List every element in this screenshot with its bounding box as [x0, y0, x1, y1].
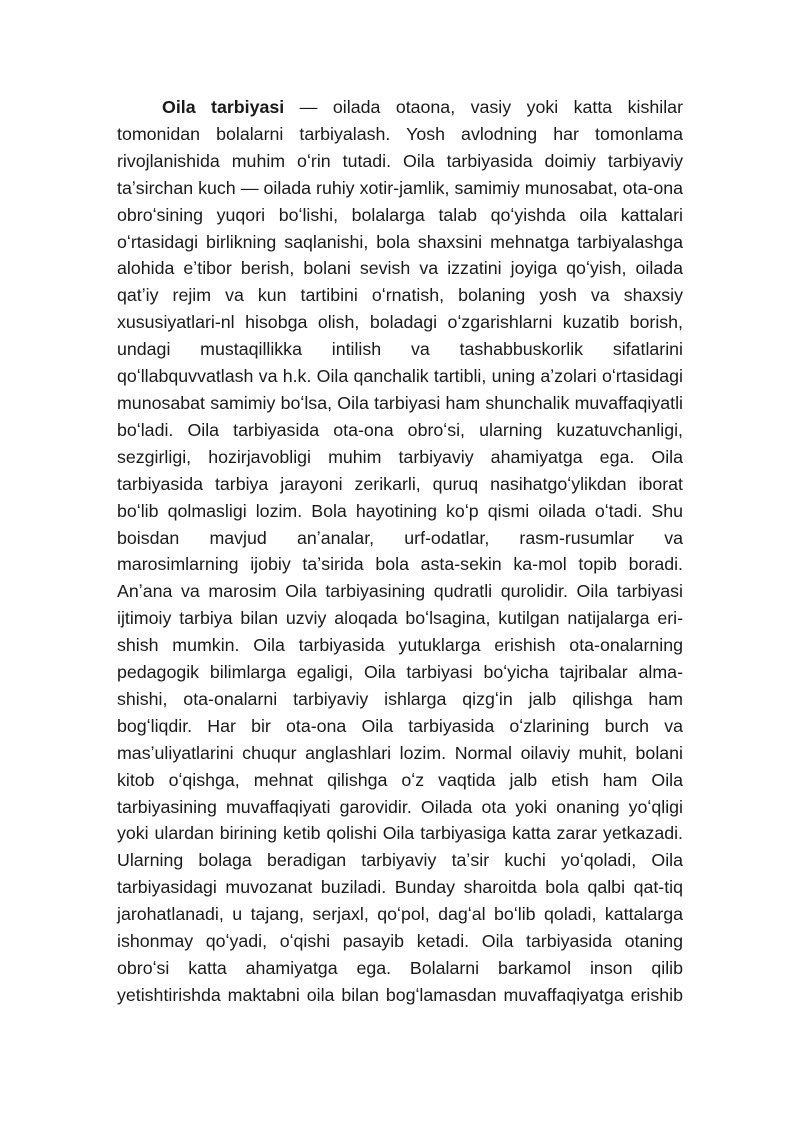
article-paragraph: [117, 94, 683, 1009]
paragraph-body: — oilada otaona, vasiy yoki katta kishilar tomonidan bolalarni tarbiyalash. Yosh avlodning har tomonlama rivojlanishida muhim oʻrin tutadi. Oila tarbiyasida doimiy tarbiyaviy taʼsirchan kuch — oilada ruhiy xotir-jamlik, samimiy munosabat, ota-ona obroʻsining yuqori boʻlishi, bolalarga talab qoʻyishda oila kattalari oʻrtasidagi birlikning saqlanishi, bola shaxsini mehnatga tarbiyalashga alohida eʼtibor berish, bolani sevish va izzatini joyiga qoʻyish, oilada qatʼiy rejim va kun tartibini oʻrnatish, bolaning yosh va shaxsiy xususiyatlari-nl hisobga olish, boladagi oʻzgarishlarni kuzatib borish, undagi mustaqillikka intilish va tashabbuskorlik sifatlarini qoʻllabquvvatlash va h.k. Oila qanchalik tartibli, uning aʼzolari oʻrtasidagi munosabat samimiy boʻlsa, Oila tarbiyasi ham shunchalik muvaffaqiyatli boʻladi. Oila tarbiyasida ota-ona obroʻsi, ularning kuzatuvchanligi, sezgirligi, hozirjavobligi muhim tarbiyaviy ahamiyatga ega. Oila tarbiyasida tarbiya jarayoni zerikarli, quruq nasihatgoʻylikdan iborat boʻlib qolmasligi lozim. Bola hayotining koʻp qismi oilada oʻtadi. Shu boisdan mavjud anʼanalar, urf-odatlar, rasm-rusumlar va marosimlarning ijobiy taʼsirida bola asta-sekin ka-mol topib boradi. Anʼana va marosim Oila tarbiyasining qudratli qurolidir. Oila tarbiyasi ijtimoiy tarbiya bilan uzviy aloqada boʻlsagina, kutilgan natijalarga eri-shish mumkin. Oila tarbiyasida yutuklarga erishish ota-onalarning pedagogik bilimlarga egaligi, Oila tarbiyasi boʻyicha tajribalar alma-shishi, ota-onalarni tarbiyaviy ishlarga qizgʻin jalb qilishga ham bogʻliqdir. Har bir ota-ona Oila tarbiyasida oʻzlarining burch va masʼuliyatlarini chuqur anglashlari lozim. Normal oilaviy muhit, bolani kitob oʻqishga, mehnat qilishga oʻz vaqtida jalb etish ham Oila tarbiyasining muvaffaqiyati garovidir. Oilada ota yoki onaning yoʻqligi yoki ulardan birining ketib qolishi Oila tarbiyasiga katta zarar yetkazadi. Ularning bolaga beradigan tarbiyaviy taʼsir kuchi yoʻqoladi, Oila tarbiyasidagi muvozanat buziladi. Bunday sharoitda bola qalbi qat-tiq jarohatlanadi, u tajang, serjaxl, qoʻpol, dagʻal boʻlib qoladi, kattalarga ishonmay qoʻyadi, oʻqishi pasayib ketadi. Oila tarbiyasida otaning obroʻsi katta ahamiyatga ega. Bolalarni barkamol inson qilib yetishtirishda maktabni oila bilan bogʻlamasdan muvaffaqiyatga erishib: [117, 97, 683, 1005]
document-page: [117, 94, 683, 1009]
term-heading: Oila tarbiyasi: [162, 97, 285, 117]
